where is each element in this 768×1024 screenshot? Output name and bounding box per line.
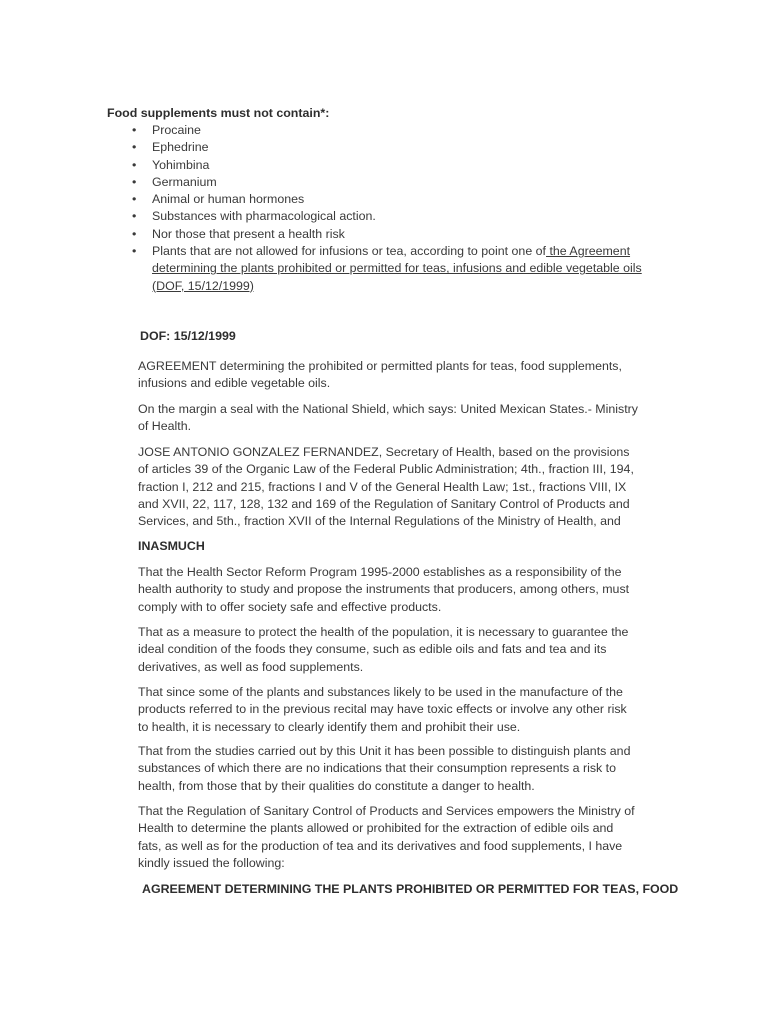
list-item — [107, 122, 667, 139]
list-item — [107, 226, 667, 243]
bullet-list — [107, 122, 667, 295]
list-item-text: Ephedrine — [152, 140, 209, 155]
list-item-text: Animal or human hormones — [152, 192, 305, 207]
paragraph: That the Health Sector Reform Program 1995-2000 establishes as a responsibility of the health authority to study and propose the instruments that producers, among others, must comply with to offer society safe and effective products. — [138, 565, 630, 614]
secretary-paragraph — [138, 444, 638, 530]
bullet-icon: • — [132, 140, 137, 155]
bullet-icon: • — [132, 244, 137, 259]
recital-paragraph-1 — [138, 564, 638, 616]
list-item-text: Substances with pharmacological action. — [152, 209, 376, 224]
section-heading: Food supplements must not contain*: — [107, 106, 330, 120]
recital-paragraph-5 — [138, 803, 638, 872]
list-item-text: Yohimbina — [152, 157, 210, 172]
list-item — [107, 208, 667, 225]
paragraph: On the margin a seal with the National Shield, which says: United Mexican States.- Ministry of Health. — [138, 402, 638, 434]
inasmuch-heading: INASMUCH — [138, 539, 205, 553]
bullet-icon: • — [132, 123, 137, 137]
list-item — [107, 174, 667, 191]
bullet-icon: • — [132, 192, 137, 207]
bullet-icon: • — [132, 157, 137, 172]
list-item — [107, 243, 667, 295]
list-item — [107, 157, 667, 174]
agreement-title-paragraph — [138, 358, 638, 393]
bullet-icon: • — [132, 209, 137, 224]
paragraph: AGREEMENT determining the prohibited or permitted plants for teas, food supplements, infusions and edible vegetable oils. — [138, 359, 622, 391]
agreement-heading: AGREEMENT DETERMINING THE PLANTS PROHIBITED OR PERMITTED FOR TEAS, FOOD — [142, 882, 679, 896]
list-item-text: Procaine — [152, 123, 201, 137]
paragraph: That from the studies carried out by this Unit it has been possible to distinguish plants and substances of which there are no indications that their consumption represents a risk to health, from those that by their qualities do constitute a danger to health. — [138, 744, 631, 793]
list-item-text: Plants that are not allowed for infusions or tea, according to point one of — [152, 244, 546, 259]
bullet-icon: • — [132, 226, 137, 241]
paragraph: That since some of the plants and substances likely to be used in the manufacture of the products referred to in the previous recital may have toxic effects or involve any other risk to health, it is necessary to clearly identify them and prohibit their use. — [138, 685, 627, 734]
seal-paragraph — [138, 401, 638, 436]
recital-paragraph-3 — [138, 684, 638, 736]
paragraph: That as a measure to protect the health of the population, it is necessary to guarantee the ideal condition of the foods they consume, such as edible oils and fats and tea and its derivatives, as well as food supplements. — [138, 625, 629, 674]
recital-paragraph-4 — [138, 743, 638, 795]
recital-paragraph-2 — [138, 624, 638, 676]
bullet-icon: • — [132, 174, 137, 189]
agreement-link[interactable]: the Agreement determining the plants prohibited or permitted for teas, infusions and edible vegetable oils (DOF, 15/12/1999) — [152, 244, 642, 293]
list-item — [107, 191, 667, 208]
list-item-text: Nor those that present a health risk — [152, 226, 345, 241]
list-item — [107, 139, 667, 156]
paragraph: JOSE ANTONIO GONZALEZ FERNANDEZ, Secretary of Health, based on the provisions of articles 39 of the Organic Law of the Federal Public Administration; 4th., fraction III, 194, fraction I, 212 and 215, fractions I and V of the General Health Law; 1st., fractions VIII, IX and XVII, 22, 117, 128, 132 and 169 of the Regulation of Sanitary Control of Products and Services, and 5th., fraction XVII of the Internal Regulations of the Ministry of Health, and — [138, 445, 634, 529]
list-item-text: Germanium — [152, 174, 217, 189]
paragraph: That the Regulation of Sanitary Control of Products and Services empowers the Ministry of Health to determine the plants allowed or prohibited for the extraction of edible oils and fats, as well as for the production of tea and its derivatives and food supplements, I have kindly issued the following: — [138, 804, 635, 870]
dof-date-label: DOF: 15/12/1999 — [140, 329, 236, 343]
